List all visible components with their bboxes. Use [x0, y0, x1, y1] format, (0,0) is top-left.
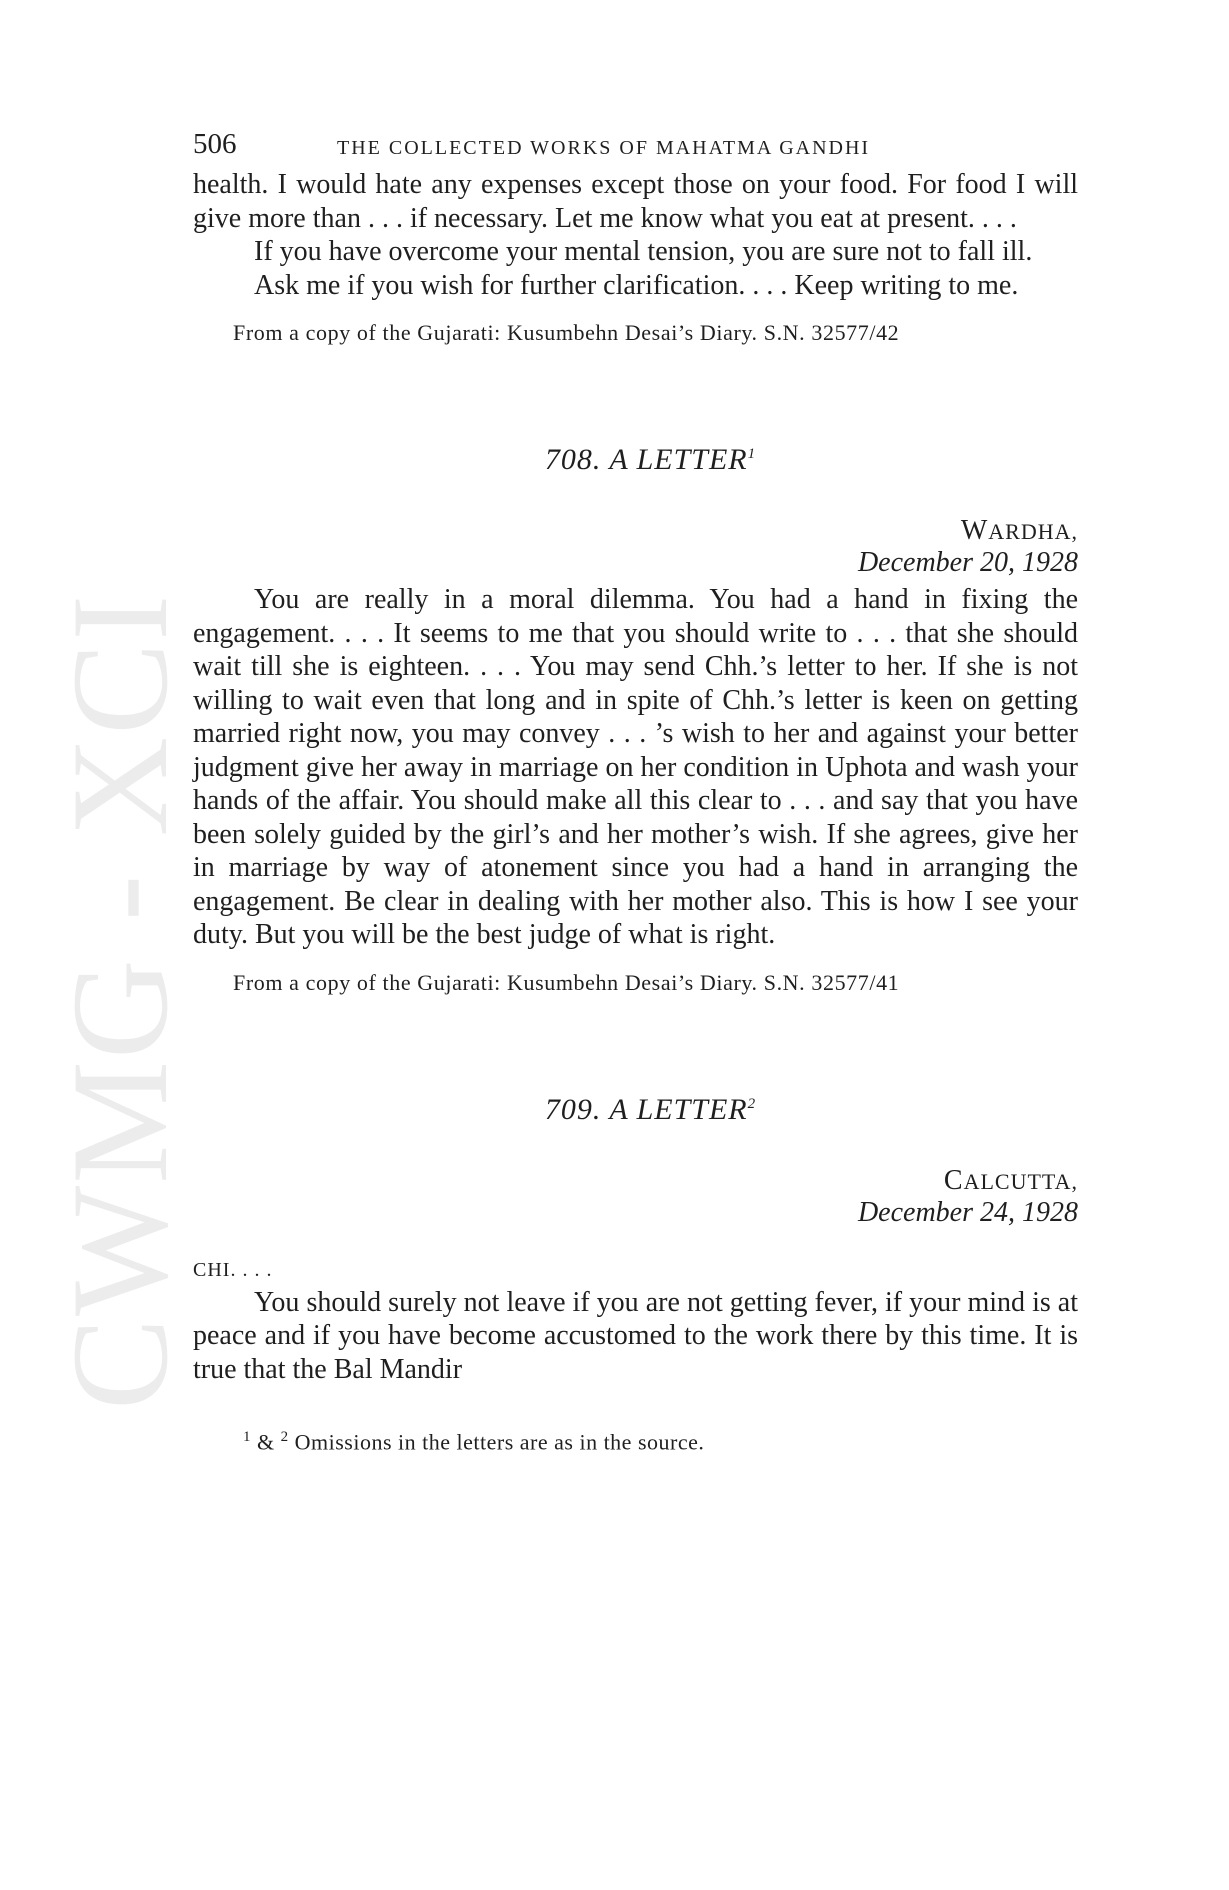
place-initial: C — [943, 1164, 964, 1196]
date-line: December 24, 1928 — [857, 1196, 1078, 1228]
letter-body: You should surely not leave if you are not getting fever, if your mind is at peace and if you have become accustomed to the work there by this time. It is true that the Bal Mandir — [193, 1286, 1078, 1385]
footnote-ref-2: 2 — [280, 1429, 289, 1445]
date-line: December 20, 1928 — [857, 547, 1078, 578]
watermark: CWMG - XCI — [43, 592, 196, 1410]
footnote-ref: 2 — [747, 1095, 757, 1112]
running-head — [193, 128, 1078, 168]
footnote-amp: & — [257, 1429, 275, 1455]
letter-title-text: 708. A LETTER — [544, 443, 748, 476]
paragraph: Ask me if you wish for further clarification. . . . Keep writing to me. — [254, 269, 1019, 301]
letter-title — [193, 1093, 1078, 1127]
letter-708 — [193, 443, 1078, 998]
page — [193, 128, 1078, 1457]
continuation-section — [193, 168, 1078, 348]
letter-709 — [193, 1093, 1078, 1387]
letter-title-text: 709. A LETTER — [544, 1092, 748, 1126]
place-rest: ARDHA, — [988, 519, 1078, 544]
source-note: From a copy of the Gujarati: Kusumbehn Desai’s Diary. S.N. 32577/41 — [233, 969, 900, 995]
source-note: From a copy of the Gujarati: Kusumbehn Desai’s Diary. S.N. 32577/42 — [233, 320, 900, 345]
page-number: 506 — [193, 128, 237, 160]
footnote — [243, 1422, 1078, 1457]
salutation: CHI. . . . — [193, 1258, 273, 1281]
paragraph: health. I would hate any expenses except those on your food. For food I will give more than . . . if necessary. Let me know what you eat at present. . . . — [193, 169, 1078, 234]
paragraph: If you have overcome your mental tension, you are sure not to fall ill. — [254, 236, 1033, 267]
letter-body: You are really in a moral dilemma. You had a hand in fixing the engagement. . . . It seems to me that you should write to . . . that she should wait till she is eighteen. . . . You may send Chh.’s letter to her. If she is not willing to wait even that long and in spite of Chh.’s letter is keen on getting married right now, you may convey . . . ’s wish to her and against your better judgment give her away in marriage on her condition in Uphota and wash your hands of the affair. You should make all this clear to . . . and say that you have been solely guided by the girl’s and her mother’s wish. If she agrees, give her in marriage by way of atonement since you had a hand in arranging the engagement. Be clear in dealing with her mother also. This is how I see your duty. But you will be the best judge of what is right. — [193, 584, 1078, 950]
footnote-ref: 1 — [747, 446, 757, 462]
place-initial: W — [960, 515, 989, 546]
letter-title — [193, 443, 1078, 477]
running-title: THE COLLECTED WORKS OF MAHATMA GANDHI — [337, 137, 871, 159]
place-rest: ALCUTTA, — [963, 1168, 1078, 1194]
footnote-text: Omissions in the letters are as in the source. — [294, 1429, 705, 1455]
place-line — [193, 515, 1078, 547]
place-line — [193, 1165, 1078, 1197]
footnote-ref-1: 1 — [243, 1429, 251, 1445]
